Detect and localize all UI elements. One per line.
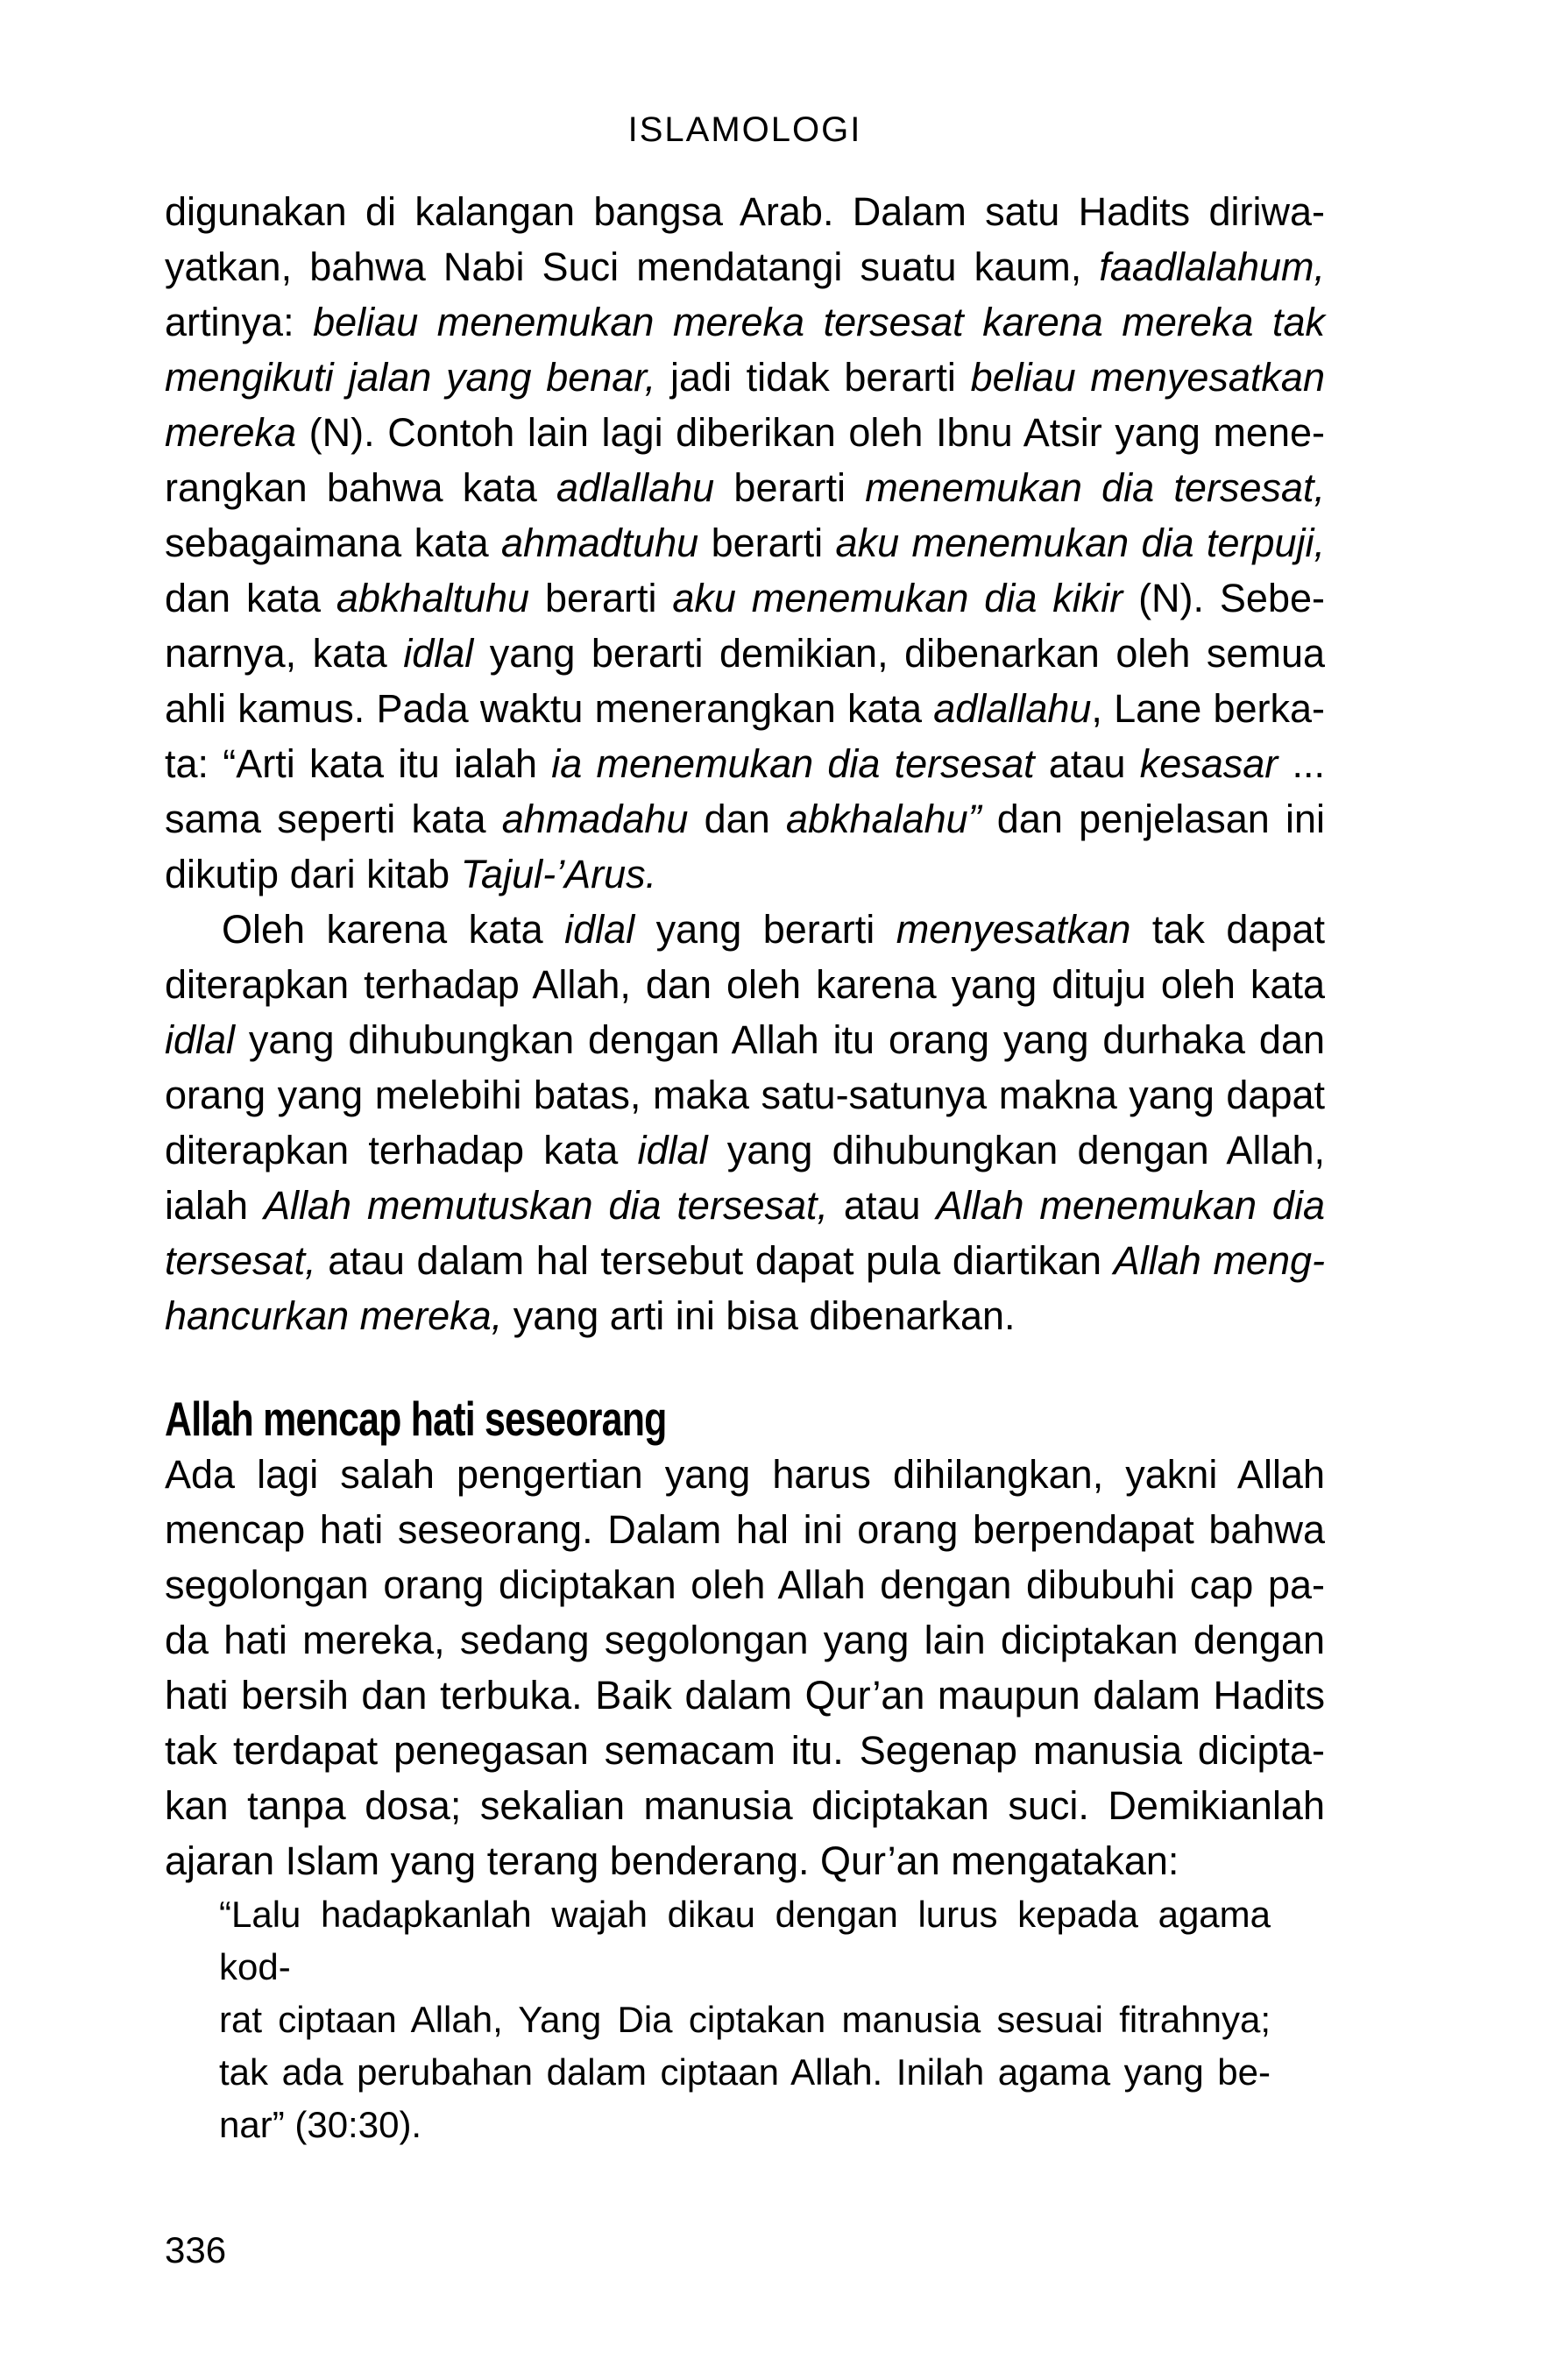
text-segment: narnya, kata bbox=[165, 631, 404, 676]
text-line bbox=[165, 515, 1325, 570]
text-segment: rat ciptaan Allah, Yang Dia ciptakan manusia sesuai fitrahnya; bbox=[219, 1999, 1271, 2040]
italic-text: menyesatkan bbox=[896, 907, 1131, 952]
text-segment: ahli kamus. Pada waktu menerangkan kata bbox=[165, 686, 934, 731]
text-segment: yang berarti bbox=[634, 907, 896, 952]
text-segment: nar” (30:30). bbox=[219, 2104, 422, 2145]
text-line bbox=[165, 902, 1325, 957]
text-line bbox=[165, 350, 1325, 405]
italic-text: Allah meng- bbox=[1113, 1238, 1325, 1283]
body-paragraph bbox=[165, 902, 1325, 1343]
text-segment: tak terdapat penegasan semacam itu. Segenap manusia dicipta- bbox=[165, 1728, 1325, 1773]
text-segment: atau bbox=[1034, 741, 1140, 786]
text-segment: yang dihubungkan dengan Allah itu orang yang durhaka dan bbox=[235, 1017, 1325, 1062]
text-line bbox=[219, 1888, 1271, 1994]
italic-text: idlal bbox=[403, 631, 474, 676]
italic-text: mengikuti jalan yang benar, bbox=[165, 355, 656, 400]
text-line bbox=[165, 1723, 1325, 1778]
text-segment: segolongan orang diciptakan oleh Allah dengan dibubuhi cap pa- bbox=[165, 1562, 1325, 1607]
text-line bbox=[219, 2046, 1271, 2099]
text-segment: (N). Sebe- bbox=[1123, 576, 1325, 620]
text-segment: kan tanpa dosa; sekalian manusia diciptakan suci. Demikianlah bbox=[165, 1783, 1325, 1828]
italic-text: idlal bbox=[165, 1017, 236, 1062]
block-quote bbox=[165, 1888, 1325, 2151]
text-line bbox=[165, 681, 1325, 736]
italic-text: Allah menemukan dia bbox=[936, 1183, 1325, 1228]
text-segment: artinya: bbox=[165, 300, 314, 344]
text-segment: dikutip dari kitab bbox=[165, 852, 461, 896]
italic-text: Tajul-’Arus. bbox=[460, 852, 657, 896]
text-line bbox=[165, 570, 1325, 626]
text-segment: yang dihubungkan dengan Allah, bbox=[707, 1128, 1326, 1172]
italic-text: adlallahu bbox=[556, 465, 715, 510]
text-segment: sebagaimana kata bbox=[165, 521, 502, 565]
text-line bbox=[165, 460, 1325, 515]
italic-text: kesasar bbox=[1139, 741, 1278, 786]
text-segment: da hati mereka, sedang segolongan yang lain diciptakan dengan bbox=[165, 1618, 1325, 1662]
text-line bbox=[165, 1502, 1325, 1557]
text-segment: berarti bbox=[714, 465, 866, 510]
text-segment: rangkan bahwa kata bbox=[165, 465, 557, 510]
italic-text: Allah memutuskan dia tersesat, bbox=[263, 1183, 829, 1228]
text-line bbox=[219, 1994, 1271, 2046]
text-segment: ialah bbox=[165, 1183, 264, 1228]
text-segment: orang yang melebihi batas, maka satu-satunya makna yang dapat bbox=[165, 1073, 1325, 1117]
italic-text: idlal bbox=[637, 1128, 708, 1172]
text-segment: , Lane berka- bbox=[1091, 686, 1325, 731]
italic-text: tersesat, bbox=[165, 1238, 316, 1283]
text-line bbox=[165, 405, 1325, 460]
italic-text: mereka bbox=[165, 410, 297, 455]
italic-text: ahmadahu bbox=[501, 797, 689, 841]
text-segment: mencap hati seseorang. Dalam hal ini orang berpendapat bahwa bbox=[165, 1507, 1325, 1552]
text-line bbox=[165, 184, 1325, 239]
text-column bbox=[165, 184, 1325, 2151]
text-line bbox=[165, 736, 1325, 791]
text-segment: tak dapat bbox=[1130, 907, 1325, 952]
text-segment: ta: “Arti kata itu ialah bbox=[165, 741, 552, 786]
text-segment: Oleh karena kata bbox=[222, 907, 565, 952]
text-line bbox=[165, 957, 1325, 1012]
text-segment: dan penjelasan ini bbox=[981, 797, 1325, 841]
text-line bbox=[165, 1288, 1325, 1343]
text-line bbox=[165, 1833, 1325, 1888]
text-segment: dan bbox=[688, 797, 786, 841]
italic-text: menemukan dia tersesat, bbox=[865, 465, 1326, 510]
text-segment: (N). Contoh lain lagi diberikan oleh Ibnu Atsir yang mene- bbox=[296, 410, 1325, 455]
italic-text: adlallahu bbox=[933, 686, 1092, 731]
text-segment: sama seperti kata bbox=[165, 797, 502, 841]
text-line bbox=[165, 791, 1325, 846]
text-line bbox=[165, 846, 1325, 902]
text-segment: yang arti ini bisa dibenarkan. bbox=[502, 1293, 1016, 1338]
body-paragraph bbox=[165, 1447, 1325, 1888]
text-segment: Ada lagi salah pengertian yang harus dihilangkan, yakni Allah bbox=[165, 1452, 1325, 1497]
italic-text: idlal bbox=[564, 907, 635, 952]
italic-text: ahmadtuhu bbox=[501, 521, 699, 565]
text-segment: dan kata bbox=[165, 576, 336, 620]
text-segment: yatkan, bahwa Nabi Suci mendatangi suatu kaum, bbox=[165, 244, 1100, 289]
page-number: 336 bbox=[165, 2229, 227, 2270]
body-paragraph bbox=[165, 184, 1325, 902]
text-line bbox=[165, 239, 1325, 294]
text-line bbox=[165, 626, 1325, 681]
text-line bbox=[165, 1557, 1325, 1612]
text-segment: atau bbox=[828, 1183, 937, 1228]
text-line bbox=[165, 1612, 1325, 1668]
text-line bbox=[219, 2099, 1271, 2151]
text-segment: diterapkan terhadap Allah, dan oleh karena yang dituju oleh kata bbox=[165, 962, 1325, 1007]
section-heading-text: Allah mencap hati seseorang bbox=[165, 1392, 667, 1446]
italic-text: faadlalahum, bbox=[1099, 244, 1325, 289]
running-header: ISLAMOLOGI bbox=[627, 110, 862, 149]
text-segment: berarti bbox=[529, 576, 673, 620]
italic-text: aku menemukan dia terpuji, bbox=[835, 521, 1326, 565]
text-line bbox=[165, 1668, 1325, 1723]
text-line bbox=[165, 294, 1325, 350]
text-line bbox=[165, 1123, 1325, 1178]
text-segment: ... bbox=[1278, 741, 1325, 786]
text-segment: tak ada perubahan dalam ciptaan Allah. Inilah agama yang be- bbox=[219, 2051, 1271, 2093]
text-line bbox=[165, 1012, 1325, 1067]
text-segment: atau dalam hal tersebut dapat pula diartikan bbox=[315, 1238, 1114, 1283]
text-line bbox=[165, 1067, 1325, 1123]
text-line bbox=[165, 1778, 1325, 1833]
text-segment: digunakan di kalangan bangsa Arab. Dalam satu Hadits diriwa- bbox=[165, 189, 1325, 234]
text-line bbox=[165, 1233, 1325, 1288]
text-segment: “Lalu hadapkanlah wajah dikau dengan lurus kepada agama kod- bbox=[219, 1894, 1271, 1987]
text-segment: ajaran Islam yang terang benderang. Qur’an mengatakan: bbox=[165, 1838, 1179, 1883]
italic-text: beliau menemukan mereka tersesat karena mereka tak bbox=[313, 300, 1325, 344]
italic-text: abkhaltuhu bbox=[336, 576, 530, 620]
text-line bbox=[165, 1178, 1325, 1233]
italic-text: abkhalahu” bbox=[785, 797, 981, 841]
italic-text: beliau menyesatkan bbox=[970, 355, 1325, 400]
text-line bbox=[165, 1447, 1325, 1502]
text-segment: hati bersih dan terbuka. Baik dalam Qur’an maupun dalam Hadits bbox=[165, 1673, 1325, 1718]
italic-text: aku menemukan dia kikir bbox=[672, 576, 1123, 620]
text-segment: berarti bbox=[698, 521, 836, 565]
text-segment: yang berarti demikian, dibenarkan oleh semua bbox=[473, 631, 1325, 676]
section-heading bbox=[165, 1392, 1325, 1447]
italic-text: hancurkan mereka, bbox=[165, 1293, 503, 1338]
text-segment: jadi tidak berarti bbox=[655, 355, 971, 400]
text-segment: diterapkan terhadap kata bbox=[165, 1128, 638, 1172]
italic-text: ia menemukan dia tersesat bbox=[551, 741, 1035, 786]
